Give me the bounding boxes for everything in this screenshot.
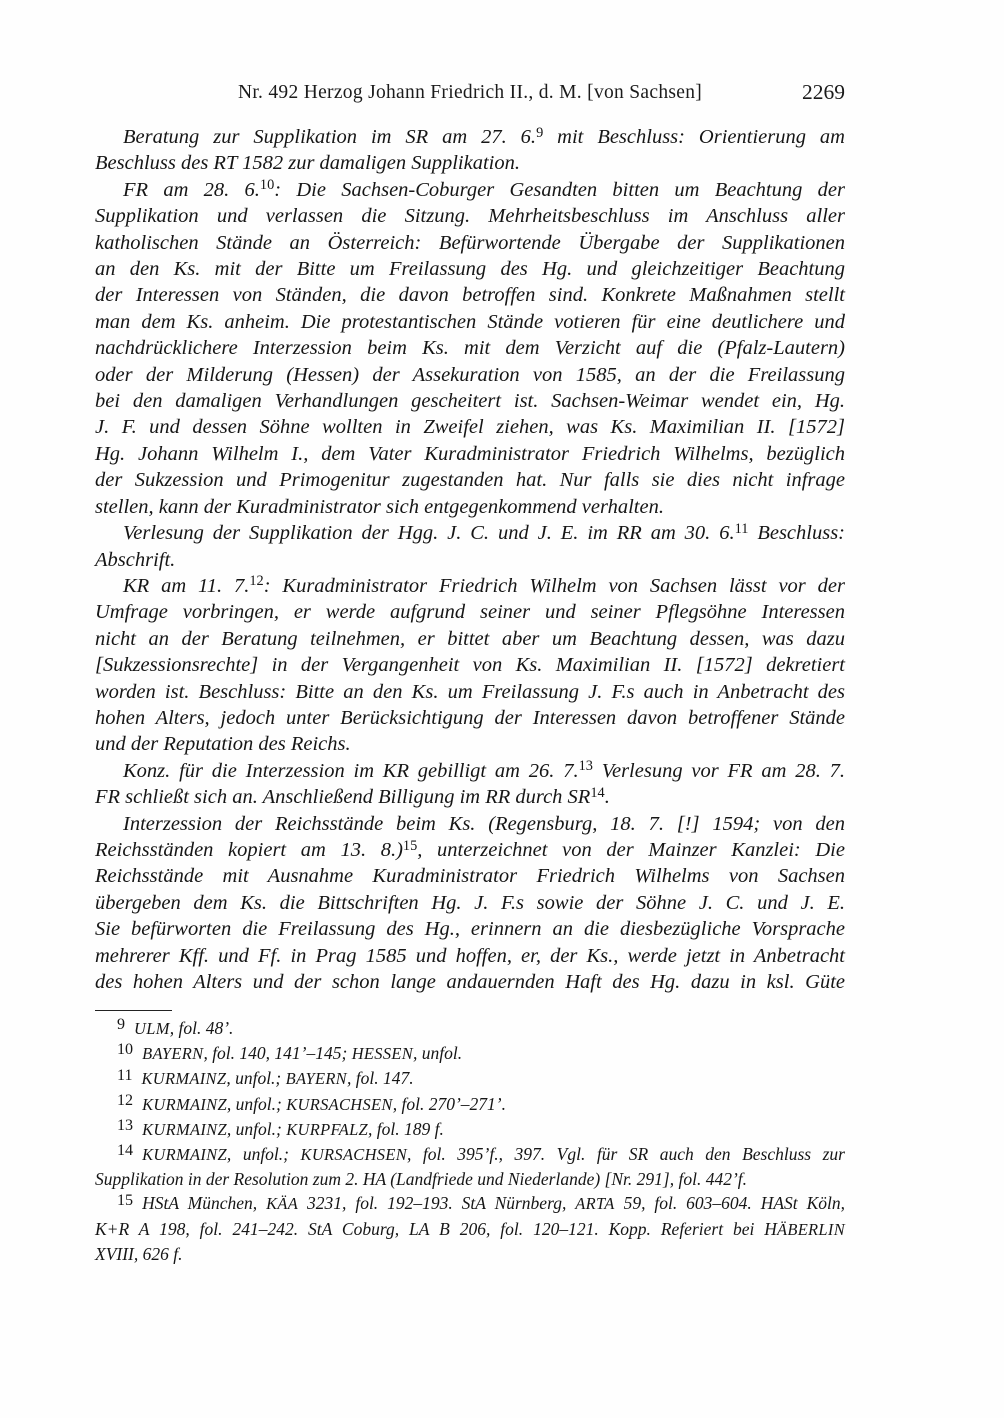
footnote-line: K+R A 198, fol. 241–242. StA Coburg, LA B 206, fol. 120–121. Kopp. Referiert bei HÄBERLIN: [95, 1218, 845, 1239]
paragraph: [95, 811, 845, 996]
text-line: stellen, kann der Kuradministrator sich entgegenkommend verhalten.: [95, 495, 664, 518]
footnote: [95, 1142, 845, 1191]
footnote-number: 14: [117, 1142, 134, 1160]
archive-sigla: KURSACHSEN: [286, 1094, 393, 1114]
text-line: Beratung zur Supplikation im SR am 27. 6.$^9$ mit Beschluss: Orientierung am: [123, 124, 845, 148]
paragraph: [95, 573, 845, 758]
archive-sigla: ÄBERLIN: [776, 1219, 845, 1239]
text-line: Sie befürworten die Freilassung des Hg., erinnern an die diesbezügliche Vorsprache: [95, 918, 845, 941]
chapter-header-title: Nr. 492 Herzog Johann Friedrich II., d. M. [von Sachsen]: [237, 82, 703, 103]
text-line: Reichsstände mit Ausnahme Kuradministrator Friedrich Wilhelms von Sachsen: [95, 865, 845, 888]
archive-sigla: ARTA: [575, 1194, 615, 1214]
text-line: nachdrücklichere Interzession beim Ks. mit dem Verzicht auf die (Pfalz-Lautern): [95, 337, 845, 360]
text-line: bei den damaligen Verhandlungen gescheitert ist. Sachsen-Weimar wendet ein, Hg.: [95, 390, 845, 413]
text-line: und der Reputation des Reichs.: [95, 733, 351, 756]
footnote-number: 10: [117, 1041, 134, 1059]
archive-sigla: ULM: [134, 1019, 170, 1038]
footnote: [95, 1117, 845, 1142]
archive-sigla: BAYERN: [285, 1069, 347, 1089]
archive-sigla: KURMAINZ: [141, 1069, 227, 1089]
archive-sigla: KURSACHSEN: [300, 1145, 408, 1165]
paragraph: [95, 520, 845, 573]
text-line: übergeben dem Ks. die Bittschriften Hg. J. F.s sowie der Söhne J. C. und J. E.: [95, 891, 845, 914]
text-line: FR am 28. 6.10: Die Sachsen-Coburger Gesandten bitten um Beachtung der: [123, 177, 845, 201]
archive-sigla: KURPFALZ: [286, 1119, 369, 1139]
footnote-reference: 13: [578, 758, 593, 775]
footnote-number: 15: [117, 1191, 134, 1209]
text-line: nicht an der Beratung teilnehmen, er bittet aber um Beachtung dessen, was dazu: [95, 627, 845, 650]
footnote-line: 9 ULM, fol. 48’.: [117, 1016, 234, 1038]
text-line: Verlesung der Supplikation der Hgg. J. C. und J. E. im RR am 30. 6.11 Beschluss:: [123, 520, 845, 545]
text-line: Beschluss des RT 1582 zur damaligen Supplikation.: [95, 152, 520, 175]
text-line: Interzession der Reichsstände beim Ks. (Regensburg, 18. 7. [!] 1594; von den: [123, 812, 845, 835]
paragraph: [95, 177, 845, 520]
text-line: [Sukzessionsrechte] in der Vergangenheit von Ks. Maximilian II. [1572] dekretiert: [95, 654, 845, 677]
archive-sigla: KÄA: [266, 1194, 299, 1214]
main-text-block: [95, 124, 845, 995]
footnote-reference: 9: [536, 124, 544, 141]
footnote-separator-rule: [95, 1010, 172, 1011]
footnote-number: 12: [117, 1091, 134, 1109]
footnote-number: 11: [117, 1066, 133, 1084]
footnote-line: 11 KURMAINZ, unfol.; BAYERN, fol. 147.: [117, 1066, 414, 1089]
text-line: FR schließt sich an. Anschließend Billigung im RR durch SR$^{14}$.: [95, 784, 610, 809]
page-number: 2269: [802, 80, 845, 104]
paragraph: [95, 124, 845, 177]
footnote: [95, 1066, 845, 1091]
text-line: worden ist. Beschluss: Bitte an den Ks. um Freilassung J. F.s auch in Anbetracht des: [95, 680, 845, 703]
text-line: Abschrift.: [95, 548, 176, 571]
footnote-line: Supplikation in der Resolution zum 2. HA (Landfriede und Niederlande) [Nr. 291], fol. 442’f.: [95, 1169, 748, 1190]
footnote-line: 10 BAYERN, fol. 140, 141’–145; HESSEN, unfol.: [117, 1041, 463, 1064]
text-line: an den Ks. mit der Bitte um Freilassung des Hg. und gleichzeitiger Beachtung: [95, 258, 845, 281]
footnote-line: XVIII, 626 f.: [95, 1243, 183, 1264]
text-line: man dem Ks. anheim. Die protestantischen Stände votieren für eine deutlichere und: [95, 310, 845, 333]
footnote: [95, 1191, 845, 1266]
text-line: der Interessen von Ständen, die davon betroffen sind. Konkrete Maßnahmen stellt: [95, 284, 845, 307]
footnote-line: 13 KURMAINZ, unfol.; KURPFALZ, fol. 189 f.: [117, 1116, 444, 1139]
footnote-reference: 15: [402, 837, 418, 854]
text-line: Supplikation und verlassen die Sitzung. Mehrheitsbeschluss im Anschluss aller: [95, 205, 845, 228]
text-line: des hohen Alters und der schon lange andauernden Haft des Hg. dazu in ksl. Güte: [95, 971, 845, 993]
archive-sigla: KURMAINZ: [142, 1094, 227, 1114]
footnote: [95, 1016, 845, 1041]
footnote: [95, 1092, 845, 1117]
footnote-reference: 12: [249, 573, 264, 590]
footnote-number: 9: [117, 1016, 126, 1034]
text-line: Konz. für die Interzession im KR gebilligt am 26. 7.13 Verlesung vor FR am 28. 7.: [123, 758, 845, 782]
text-line: oder der Milderung (Hessen) der Assekuration von 1585, an der die Freilassung: [95, 363, 845, 386]
archive-sigla: KURMAINZ: [142, 1145, 227, 1165]
text-line: der Sukzession und Primogenitur zugestanden hat. Nur falls sie dies nicht infrage: [95, 469, 845, 492]
footnotes-block: [95, 1016, 845, 1266]
running-header: [95, 82, 845, 108]
text-line: Reichsständen kopiert am 13. 8.)$^{15}$, unterzeichnet von der Mainzer Kanzlei: Die: [95, 837, 845, 861]
footnote: [95, 1041, 845, 1066]
footnote-line: 15 HStA München, KÄA 3231, fol. 192–193. StA Nürnberg, ARTA 59, fol. 603–604. HASt Köln,: [117, 1191, 845, 1214]
archive-sigla: BAYERN: [142, 1044, 204, 1064]
footnote-reference: 14: [590, 784, 605, 801]
footnote-line: 12 KURMAINZ, unfol.; KURSACHSEN, fol. 270’–271’.: [117, 1091, 506, 1114]
text-line: Hg. Johann Wilhelm I., dem Vater Kuradministrator Friedrich Wilhelms, bezüglich: [95, 442, 845, 465]
footnote-line: 14 KURMAINZ, unfol.; KURSACHSEN, fol. 395’f., 397. Vgl. für SR auch den Beschluss zur: [117, 1142, 845, 1165]
footnote-reference: 11: [734, 520, 749, 537]
text-line: katholischen Stände an Österreich: Befürwortende Übergabe der Supplikationen: [95, 231, 845, 254]
paragraph: [95, 758, 845, 811]
archive-sigla: HESSEN: [351, 1044, 414, 1064]
text-line: KR am 11. 7.12: Kuradministrator Friedrich Wilhelm von Sachsen lässt vor der: [123, 573, 845, 597]
text-line: Umfrage vorbringen, er werde aufgrund seiner und seiner Pflegsöhne Interessen: [95, 601, 845, 624]
text-line: J. F. und dessen Söhne wollten in Zweifel ziehen, was Ks. Maximilian II. [1572]: [95, 416, 845, 439]
footnote-reference: 10: [259, 177, 275, 194]
archive-sigla: KURMAINZ: [142, 1119, 227, 1139]
text-line: mehrerer Kff. und Ff. in Prag 1585 und hoffen, er, der Ks., werde jetzt in Anbetracht: [95, 944, 845, 967]
footnote-number: 13: [117, 1116, 134, 1134]
text-line: hohen Alters, jedoch unter Berücksichtigung der Interessen davon betroffener Stände: [95, 706, 845, 729]
